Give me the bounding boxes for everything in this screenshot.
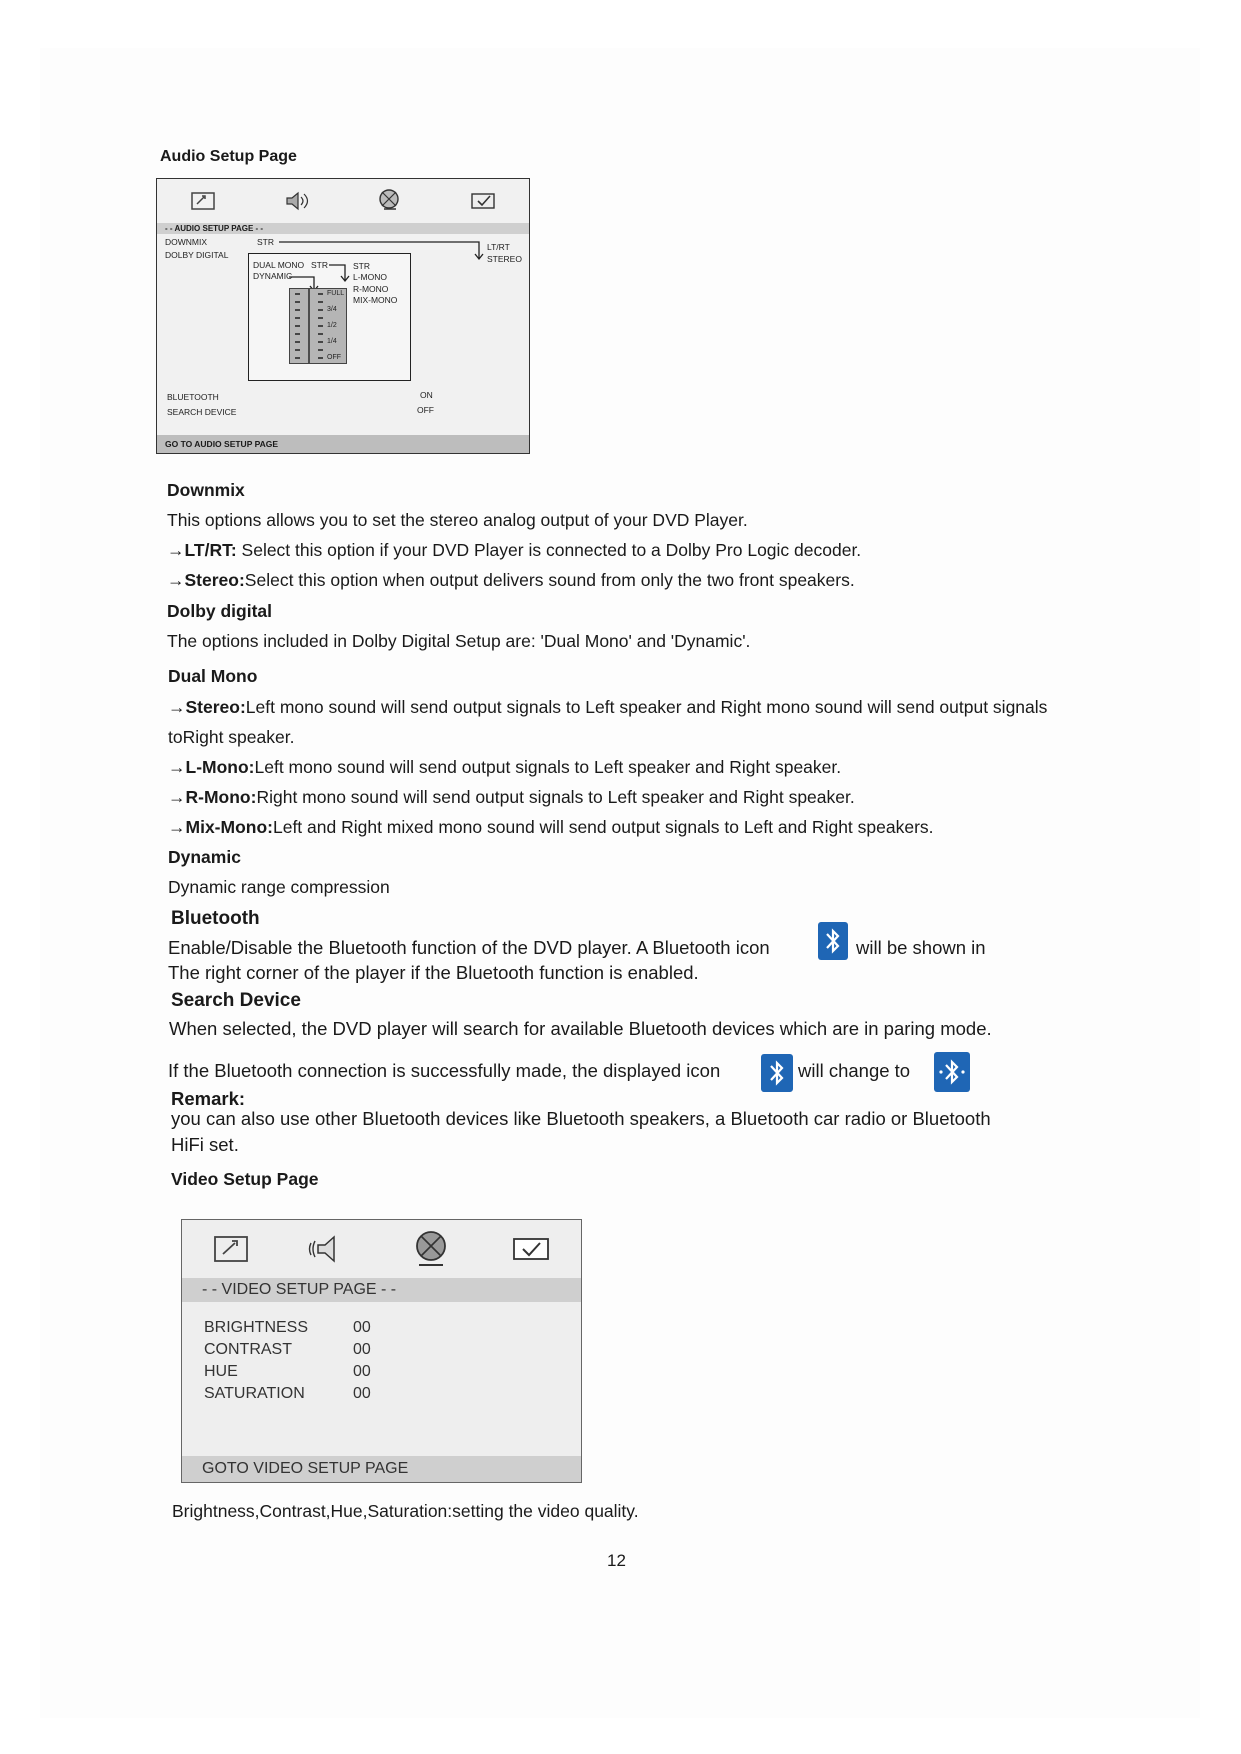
search-device-label: SEARCH DEVICE bbox=[167, 407, 237, 417]
dolby-text: The options included in Dolby Digital Setup are: 'Dual Mono' and 'Dynamic'. bbox=[167, 631, 751, 651]
bluetooth-connected-icon bbox=[934, 1052, 970, 1092]
contrast-value: 00 bbox=[353, 1341, 371, 1358]
hue-label: HUE bbox=[204, 1363, 238, 1380]
arrow-icon: → bbox=[168, 697, 186, 717]
brightness-label: BRIGHTNESS bbox=[204, 1319, 309, 1336]
dynamic-heading: Dynamic bbox=[168, 847, 241, 867]
dual-mono-stereo-line bbox=[168, 697, 1047, 718]
remark-line1: you can also use other Bluetooth devices like Bluetooth speakers, a Bluetooth car radio or Bluetooth bbox=[171, 1108, 991, 1129]
video-setup-title: Video Setup Page bbox=[171, 1169, 319, 1189]
audio-setup-screen bbox=[156, 178, 530, 454]
rmono-text: Right mono sound will send output signals to Left speaker and Right speaker. bbox=[256, 787, 855, 807]
dolby-digital-label: DOLBY DIGITAL bbox=[165, 250, 229, 260]
stereo-label: Stereo: bbox=[184, 570, 245, 590]
dual-mono-option-str: STR bbox=[353, 261, 370, 271]
downmix-stereo-line bbox=[167, 570, 855, 591]
bluetooth-text1b: will be shown in bbox=[856, 937, 986, 958]
audio-setup-title: Audio Setup Page bbox=[160, 148, 297, 165]
bluetooth-glyph-icon bbox=[767, 1058, 787, 1088]
dual-mono-label: DUAL MONO bbox=[253, 260, 305, 270]
bluetooth-label: BLUETOOTH bbox=[167, 392, 219, 402]
saturation-value: 00 bbox=[353, 1385, 371, 1402]
lmono-text: Left mono sound will send output signals to Left speaker and Right speaker. bbox=[254, 757, 842, 777]
arrow-icon: → bbox=[168, 787, 186, 807]
search-device-text: When selected, the DVD player will search for available Bluetooth devices which are in paring mode. bbox=[169, 1018, 992, 1039]
dolby-submenu bbox=[248, 253, 411, 381]
downmix-option-stereo: STEREO bbox=[487, 254, 522, 264]
video-caption: Brightness,Contrast,Hue,Saturation:setting the video quality. bbox=[172, 1501, 639, 1521]
hue-value: 00 bbox=[353, 1363, 371, 1380]
connection-text-b: will change to bbox=[798, 1060, 911, 1081]
saturation-label: SATURATION bbox=[204, 1385, 305, 1402]
arrow-icon: → bbox=[168, 817, 186, 837]
mixmono-text: Left and Right mixed mono sound will send output signals to Left and Right speakers. bbox=[272, 817, 934, 837]
dynamic-text: Dynamic range compression bbox=[168, 877, 390, 897]
downmix-label: DOWNMIX bbox=[165, 237, 208, 247]
audio-screen-footer: GO TO AUDIO SETUP PAGE bbox=[157, 435, 529, 453]
preference-icon bbox=[469, 190, 497, 212]
dynamic-level-off: OFF bbox=[327, 354, 341, 361]
downmix-heading: Downmix bbox=[167, 480, 245, 500]
brightness-value: 00 bbox=[353, 1319, 371, 1336]
dynamic-slider-ticks-icon bbox=[290, 289, 346, 363]
remark-heading: Remark: bbox=[171, 1088, 246, 1109]
dynamic-level-3-4: 3/4 bbox=[327, 306, 337, 313]
dynamic-label: DYNAMIC bbox=[253, 271, 293, 281]
dual-mono-stereo-line2: toRight speaker. bbox=[168, 727, 295, 747]
bluetooth-glyph-icon bbox=[823, 926, 843, 956]
arrow-icon: → bbox=[167, 570, 185, 590]
stereo-text: Select this option when output delivers sound from only the two front speakers. bbox=[244, 570, 855, 590]
mixmono-label: Mix-Mono: bbox=[185, 817, 273, 837]
bluetooth-text1a: Enable/Disable the Bluetooth function of the DVD player. A Bluetooth icon bbox=[168, 937, 770, 958]
bluetooth-heading: Bluetooth bbox=[171, 908, 260, 929]
bluetooth-icon bbox=[818, 922, 848, 960]
dual-mono-value: STR bbox=[311, 260, 328, 270]
general-setup-icon bbox=[190, 190, 216, 212]
downmix-ltrt-line bbox=[167, 540, 861, 561]
arrow-icon: → bbox=[167, 540, 185, 560]
dual-mono-heading: Dual Mono bbox=[168, 666, 258, 686]
downmix-value: STR bbox=[257, 237, 274, 247]
search-device-value: OFF bbox=[417, 405, 434, 415]
video-setup-icon bbox=[409, 1229, 453, 1269]
dual-mono-option-mixmono: MIX-MONO bbox=[353, 295, 398, 305]
connection-text-a: If the Bluetooth connection is successfully made, the displayed icon bbox=[168, 1060, 721, 1081]
remark-line2: HiFi set. bbox=[171, 1134, 239, 1155]
dynamic-level-1-4: 1/4 bbox=[327, 338, 337, 345]
bluetooth-icon-before bbox=[761, 1054, 793, 1092]
audio-setup-icon bbox=[308, 1233, 352, 1265]
ltrt-text: Select this option if your DVD Player is connected to a Dolby Pro Logic decoder. bbox=[236, 540, 862, 560]
dual-mono-option-lmono: L-MONO bbox=[353, 272, 387, 282]
rmono-label: R-Mono: bbox=[185, 787, 257, 807]
bluetooth-text2: The right corner of the player if the Bluetooth function is enabled. bbox=[168, 962, 699, 983]
video-screen-footer: GOTO VIDEO SETUP PAGE bbox=[182, 1456, 581, 1482]
dynamic-slider bbox=[289, 288, 347, 364]
dolby-heading: Dolby digital bbox=[167, 601, 272, 621]
dynamic-level-1-2: 1/2 bbox=[327, 322, 337, 329]
page-number: 12 bbox=[607, 1551, 626, 1570]
audio-screen-header: - - AUDIO SETUP PAGE - - bbox=[157, 223, 529, 234]
search-device-heading: Search Device bbox=[171, 990, 301, 1011]
bluetooth-connected-glyph-icon bbox=[937, 1056, 967, 1088]
video-setup-screen bbox=[181, 1219, 582, 1483]
arrow-icon: → bbox=[168, 757, 186, 777]
downmix-option-ltrt: LT/RT bbox=[487, 242, 510, 252]
ltrt-label: LT/RT: bbox=[184, 540, 237, 560]
general-setup-icon bbox=[211, 1233, 251, 1265]
dual-mono-option-rmono: R-MONO bbox=[353, 284, 389, 294]
video-screen-header: - - VIDEO SETUP PAGE - - bbox=[182, 1278, 581, 1302]
dual-mono-rmono-line bbox=[168, 787, 855, 808]
lmono-label: L-Mono: bbox=[185, 757, 255, 777]
contrast-label: CONTRAST bbox=[204, 1341, 292, 1358]
downmix-intro: This options allows you to set the stereo analog output of your DVD Player. bbox=[167, 510, 748, 530]
dm-stereo-text: Left mono sound will send output signals to Left speaker and Right mono sound will send output signals bbox=[245, 697, 1048, 717]
audio-setup-icon bbox=[281, 189, 311, 213]
video-setup-icon bbox=[376, 188, 404, 214]
preference-icon bbox=[510, 1233, 552, 1265]
dm-stereo-label: Stereo: bbox=[185, 697, 246, 717]
dual-mono-lmono-line bbox=[168, 757, 841, 778]
dynamic-level-full: FULL bbox=[327, 290, 345, 297]
bluetooth-value: ON bbox=[420, 390, 433, 400]
dual-mono-mixmono-line bbox=[168, 817, 934, 838]
